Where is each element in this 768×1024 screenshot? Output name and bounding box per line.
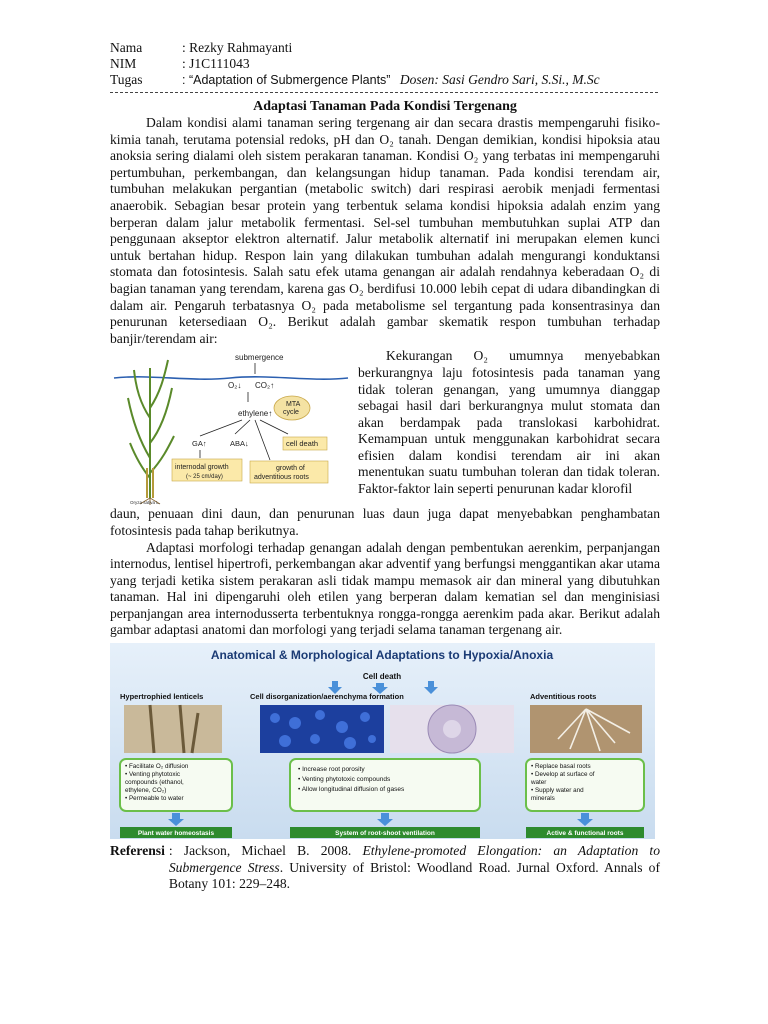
- col1-item: ethylene, CO₂): [125, 787, 167, 795]
- header-divider: [110, 92, 658, 93]
- paragraph-3: Adaptasi morfologi terhadap genangan adalah dengan pembentukan aerenkim, perpanjangan internodus, lentisel hipertrofi, perkembangan akar adventif yang berfungsi menggantikan akar utama yang terjadi ketika sistem perakaran asli tidak mampu memasok air dan mineral yang dibutuhkan tanaman. Hal ini dipengaruhi oleh etilen yang berperan dalam kematian sel dan menginisiasi perpanjangan area internodusserta terbentuknya rongga-rongga aerenkim pada akar. Berikut adalah gambar adaptasi anatomi dan morfologi yang terjadi selama tanaman tergenang air.: [110, 539, 660, 638]
- dosen-name: Dosen: Sasi Gendro Sari, S.Si., M.Sc: [399, 72, 600, 87]
- growth-of-label: growth of: [276, 465, 305, 473]
- col2-item: • Venting phytotoxic compounds: [298, 776, 391, 784]
- adaptations-figure: [110, 643, 655, 839]
- col1-title: Hypertrophied lenticels: [120, 692, 204, 702]
- internodal-label: internodal growth: [175, 464, 229, 472]
- rice-plant-icon: [128, 360, 174, 498]
- col1-item: compounds (ethanol,: [125, 779, 184, 787]
- root-core-icon: [443, 720, 461, 738]
- paragraph-2-side: Kekurangan O₂ umumnya menyebabkan berkurangnya laju fotosintesis pada tanaman yang tidak toleran genangan, yang umumnya dianggap sebagai hasil dari berkurangnya mulut stomata dan akan berdampak pada translokasi karbohidrat. Kemampuan untuk menggunakan karbohidrat secara efisien dalam kondisi terendam air ini akan menentukan suatu tumbuhan toleran dan tidak toleran. Faktor-faktor lain seperti penurunan kadar klorofil: [358, 348, 660, 497]
- o2-label: O₂↓: [228, 381, 242, 391]
- figure-1-side-text: [358, 348, 660, 506]
- reference-label: Referensi: [110, 843, 165, 859]
- aba-label: ABA↓: [230, 439, 249, 449]
- cycle-label: cycle: [283, 409, 299, 417]
- cell-death-header: Cell death: [362, 672, 402, 682]
- col3-item: • Develop at surface of: [531, 771, 595, 779]
- species-label: Oryza sativa L.: [130, 500, 161, 506]
- col1-result: Plant water homeostasis: [137, 830, 215, 838]
- figure-2-title: Anatomical & Morphological Adaptations to Hypoxia/Anoxia: [210, 648, 554, 663]
- arrow-adventitious: [255, 420, 270, 460]
- reference-author: : Jackson, Michael B. 2008.: [168, 843, 363, 859]
- paragraph-1: Dalam kondisi alami tanaman sering tergenang air dan secara drastis mempengaruhi fisiko-kimia tanah, terutama potensial redoks, pH dan O₂ tanah. Dengan demikian, kondisi hipoksia atau anoksia sering dialami oleh sistem perakaran tanaman. Kondisi O₂ yang terbatas ini mempengaruhi pertumbuhan, perkembangan, dan kelangsungan hidup tanaman. Pada kondisi terendam air, tumbuhan melakukan pergantian (metabolic switch) dari respirasi aerobik menjadi fermentasi anaerobik. Sebagian besar protein yang terbentuk selama kondisi hipoksia adalah enzim yang berperan dalam jalur metabolik fermentasi. Sel-sel tumbuhan membutuhkan suplai ATP dan penggunaan akseptor elektron alternatif. Jalur metabolik alternatif ini merupakan elemen kunci untuk bertahan hidup. Respon lain yang dilakukan tumbuhan adalah mengurangi konduktansi stomata dan fotosintesis. Salah satu efek utama genangan air adalah rendahnya keberadaan O₂ di bagian tanaman yang terendam, karena gas O₂ berdifusi 10.000 lebih cepat di udara dibandingkan di dalam air. Pengaruh terbatasnya O₂ pada metabolisme sel tergantung pada konsentrasinya dan penurunan ketersediaan O₂. Berikut adalah gambar skematik respon tumbuhan terhadap banjir/terendam air:: [110, 115, 660, 346]
- nim-label: NIM: [110, 56, 137, 71]
- nama-value: : Rezky Rahmayanti: [182, 40, 293, 55]
- col3-item: • Supply water and: [531, 787, 584, 795]
- header-nama: [110, 40, 660, 56]
- nim-value: : J1C111043: [182, 56, 250, 71]
- document-title: Adaptasi Tanaman Pada Kondisi Tergenang: [253, 99, 517, 114]
- internodal-rate: (~ 25 cm/day): [186, 474, 223, 481]
- col3-item: water: [531, 779, 547, 787]
- col3-item: • Replace basal roots: [531, 763, 591, 771]
- co2-label: CO₂↑: [255, 381, 275, 391]
- submergence-label: submergence: [235, 353, 284, 363]
- ethylene-label: ethylene↑: [238, 409, 273, 419]
- mta-cycle-badge: [274, 396, 310, 420]
- lenticels-photo: [124, 705, 222, 753]
- header-nim: [110, 56, 660, 72]
- document-page: [110, 40, 660, 893]
- reference-title: Ethylene-promoted Elongation: an Adaptation to Submergence Stress: [168, 843, 660, 875]
- reference: [110, 843, 660, 893]
- col1-item: • Facilitate O₂ diffusion: [125, 763, 189, 771]
- col2-item: • Increase root porosity: [298, 766, 365, 774]
- ga-label: GA↑: [192, 439, 207, 449]
- arrow-cell-death: [260, 420, 288, 434]
- tugas-label: Tugas: [110, 72, 143, 87]
- tugas-value: : “Adaptation of Submergence Plants”: [182, 73, 391, 87]
- col3-result: Active & functional roots: [546, 830, 624, 838]
- figure-1-block: [110, 348, 660, 506]
- col1-list: [125, 763, 190, 802]
- cell-death-label: cell death: [286, 439, 319, 449]
- col3-item: minerals: [531, 795, 555, 803]
- mta-label: MTA: [286, 401, 301, 409]
- submergence-response-diagram: [110, 348, 350, 506]
- col1-item: • Venting phytotoxic: [125, 771, 181, 779]
- adventitious-roots-photo: [530, 705, 642, 753]
- col3-title: Adventitious roots: [530, 692, 597, 702]
- reference-publisher: . University of Bristol: Woodland Road. Jurnal Oxford. Annals of Botany 101: 229–248.: [168, 859, 660, 892]
- nama-label: Nama: [110, 40, 143, 55]
- header-tugas: [110, 72, 660, 88]
- col2-title: Cell disorganization/aerenchyma formation: [250, 692, 404, 702]
- col1-item: • Permeable to water: [125, 795, 184, 803]
- col2-item: • Allow longitudinal diffusion of gases: [298, 786, 405, 794]
- paragraph-2-continued: daun, penuaan dini daun, dan penurunan luas daun juga dapat menyebabkan penghambatan fotosintesis pada tahap berikutnya.: [110, 506, 660, 538]
- adventitious-label: adventitious roots: [254, 474, 309, 482]
- col2-result: System of root-shoot ventilation: [335, 830, 435, 838]
